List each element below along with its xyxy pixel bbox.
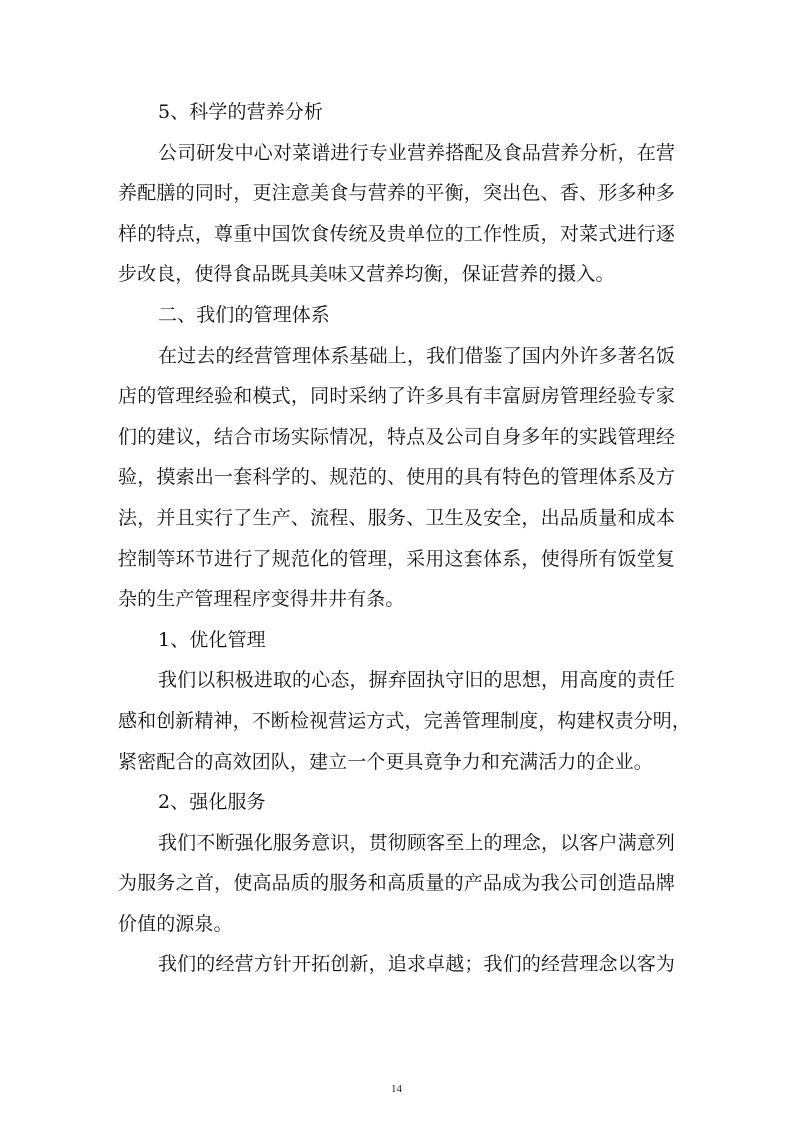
text-line: 我们的经营方针开拓创新，追求卓越；我们的经营理念以客为 (158, 953, 675, 976)
document-body (118, 92, 692, 985)
text-line: 为服务之首，使高品质的服务和高质量的产品成为我公司创造品牌 (118, 872, 675, 895)
text-line: 我们不断强化服务意识，贯彻顾客至上的理念，以客户满意列 (158, 831, 675, 854)
text-line: 杂的生产管理程序变得井井有条。 (118, 588, 405, 611)
text-line: 们的建议，结合市场实际情况，特点及公司自身多年的实践管理经 (118, 425, 675, 448)
text-line: 店的管理经验和模式，同时采纳了许多具有丰富厨房管理经验专家 (118, 385, 675, 408)
text-line: 养配膳的同时，更注意美食与营养的平衡，突出色、香、形多种多 (118, 182, 675, 205)
text-line: 5、科学的营养分析 (158, 101, 323, 123)
text-line: 在过去的经营管理体系基础上，我们借鉴了国内外许多著名饭 (158, 344, 675, 367)
text-line: 控制等环节进行了规范化的管理，采用这套体系，使得所有饭堂复 (118, 547, 675, 570)
text-line: 紧密配合的高效团队，建立一个更具竟争力和充满活力的企业。 (118, 750, 653, 773)
text-line: 二、我们的管理体系 (158, 303, 330, 326)
text-line: 感和创新精神，不断检视营运方式，完善管理制度，构建权责分明， (118, 709, 692, 732)
page-number: 14 (391, 1083, 402, 1095)
text-line: 公司研发中心对菜谱进行专业营养搭配及食品营养分析，在营 (158, 141, 675, 164)
text-line: 样的特点，尊重中国饮食传统及贵单位的工作性质，对菜式进行逐 (118, 222, 675, 245)
text-line: 我们以积极进取的心态，摒弃固执守旧的思想，用高度的责任 (158, 669, 675, 692)
text-line: 验，摸索出一套科学的、规范的、使用的具有特色的管理体系及方 (118, 466, 675, 489)
text-line: 价值的源泉。 (118, 912, 233, 935)
text-line: 法，并且实行了生产、流程、服务、卫生及安全，出品质量和成本 (118, 506, 675, 529)
text-line: 1、优化管理 (158, 628, 266, 651)
text-line: 2、强化服务 (158, 791, 266, 814)
text-line: 步改良，使得食品既具美味又营养均衡，保证营养的摄入。 (118, 263, 615, 286)
